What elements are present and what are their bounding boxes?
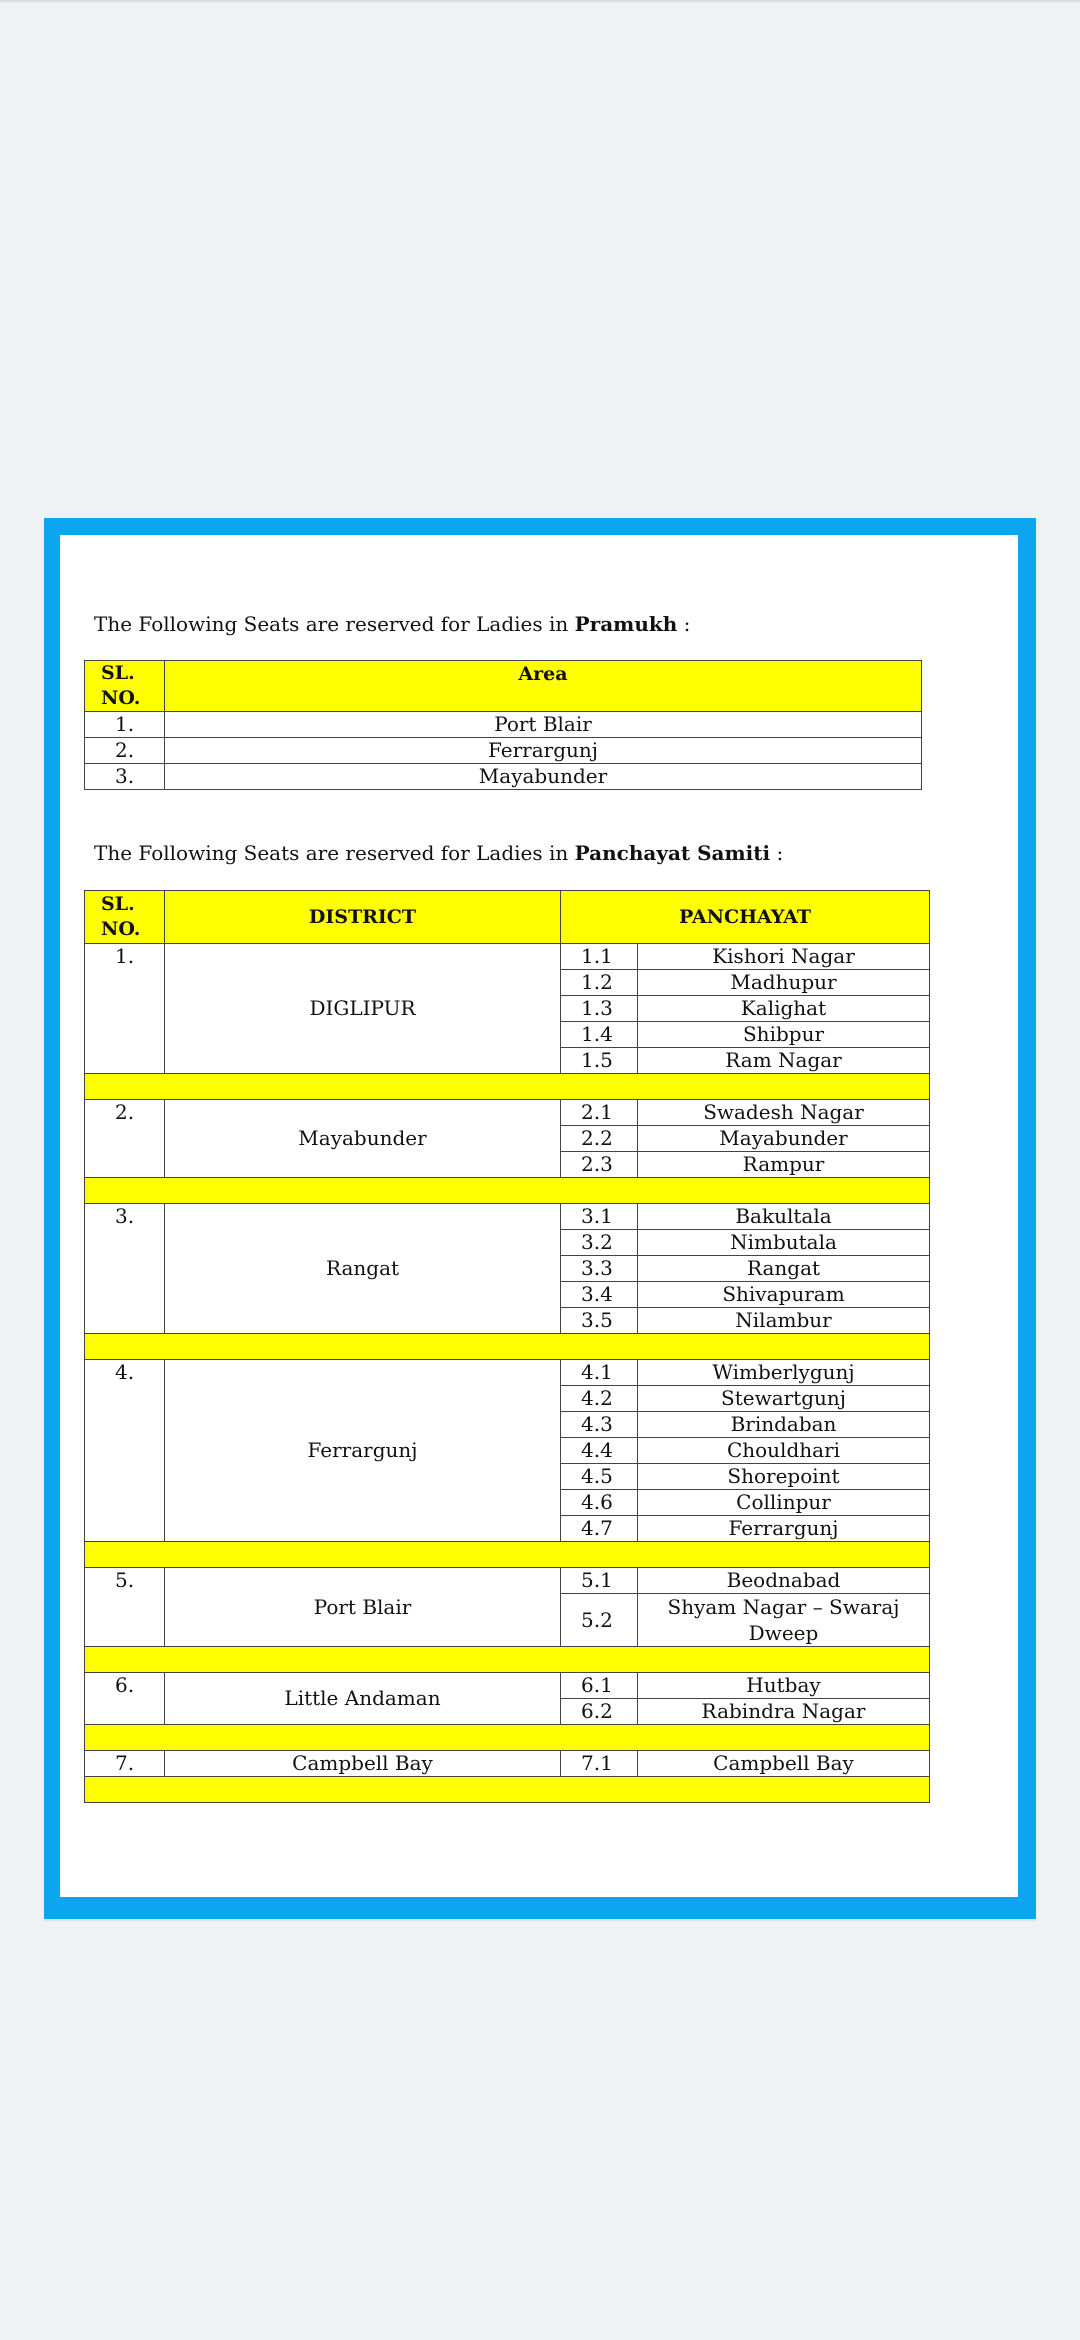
samiti-sl-cell: 2. (85, 1100, 165, 1178)
samiti-code-cell: 3.5 (561, 1308, 638, 1334)
samiti-panchayat-cell: Nimbutala (638, 1230, 930, 1256)
samiti-panchayat-cell: Ferrargunj (638, 1516, 930, 1542)
sl-header-line2: NO. (101, 687, 141, 709)
samiti-header-row (85, 891, 930, 944)
samiti-heading-bold: Panchayat Samiti (574, 841, 771, 865)
samiti-panchayat-cell: Rampur (638, 1152, 930, 1178)
samiti-district-cell: Port Blair (165, 1568, 561, 1647)
samiti-sl-cell: 3. (85, 1204, 165, 1334)
samiti-code-cell: 6.2 (561, 1699, 638, 1725)
samiti-code-cell: 7.1 (561, 1751, 638, 1777)
samiti-panchayat-cell: Beodnabad (638, 1568, 930, 1594)
pramukh-row (85, 738, 922, 764)
samiti-sl-cell: 4. (85, 1360, 165, 1542)
samiti-district-cell: DIGLIPUR (165, 944, 561, 1074)
samiti-separator-row (85, 1178, 930, 1204)
samiti-code-cell: 4.6 (561, 1490, 638, 1516)
samiti-panchayat-cell: Shivapuram (638, 1282, 930, 1308)
samiti-sl-cell: 5. (85, 1568, 165, 1647)
samiti-district-cell: Campbell Bay (165, 1751, 561, 1777)
samiti-panchayat-cell: Hutbay (638, 1673, 930, 1699)
pramukh-heading-suffix: : (677, 612, 691, 636)
samiti-panchayat-cell: Stewartgunj (638, 1386, 930, 1412)
samiti-district-cell: Little Andaman (165, 1673, 561, 1725)
samiti-panchayat-cell: Shibpur (638, 1022, 930, 1048)
samiti-code-cell: 3.1 (561, 1204, 638, 1230)
sl-header-line1: SL. (101, 662, 135, 684)
pramukh-sl-cell: 3. (85, 764, 165, 790)
samiti-separator-cell (85, 1178, 930, 1204)
samiti-table (84, 890, 930, 1803)
document-page (60, 535, 1018, 1897)
frame-shadow (44, 1919, 1036, 1921)
samiti-separator-cell (85, 1542, 930, 1568)
samiti-separator-cell (85, 1647, 930, 1673)
samiti-code-cell: 4.7 (561, 1516, 638, 1542)
pramukh-row (85, 712, 922, 738)
samiti-code-cell: 2.2 (561, 1126, 638, 1152)
samiti-row (85, 1100, 930, 1126)
samiti-row (85, 1568, 930, 1594)
samiti-sl-cell: 6. (85, 1673, 165, 1725)
samiti-separator-row (85, 1777, 930, 1803)
samiti-heading (94, 840, 783, 866)
samiti-sl-header (85, 891, 165, 944)
samiti-sl-cell: 1. (85, 944, 165, 1074)
samiti-code-cell: 2.1 (561, 1100, 638, 1126)
samiti-code-cell: 6.1 (561, 1673, 638, 1699)
samiti-code-cell: 1.2 (561, 970, 638, 996)
samiti-separator-cell (85, 1074, 930, 1100)
samiti-row (85, 1204, 930, 1230)
pramukh-header-row (85, 661, 922, 712)
samiti-panchayat-cell: Bakultala (638, 1204, 930, 1230)
samiti-code-cell: 5.1 (561, 1568, 638, 1594)
samiti-row (85, 1360, 930, 1386)
samiti-code-cell: 3.4 (561, 1282, 638, 1308)
samiti-panchayat-cell: Swadesh Nagar (638, 1100, 930, 1126)
samiti-separator-cell (85, 1334, 930, 1360)
sl-header-line2: NO. (101, 918, 141, 940)
samiti-panchayat-cell: Brindaban (638, 1412, 930, 1438)
samiti-district-cell: Ferrargunj (165, 1360, 561, 1542)
pramukh-heading-bold: Pramukh (574, 612, 678, 636)
samiti-code-cell: 4.1 (561, 1360, 638, 1386)
samiti-row (85, 1673, 930, 1699)
samiti-panchayat-cell: Nilambur (638, 1308, 930, 1334)
samiti-panchayat-header: PANCHAYAT (561, 891, 930, 944)
samiti-panchayat-cell: Rangat (638, 1256, 930, 1282)
samiti-code-cell: 4.5 (561, 1464, 638, 1490)
samiti-district-cell: Mayabunder (165, 1100, 561, 1178)
samiti-code-cell: 1.3 (561, 996, 638, 1022)
samiti-code-cell: 1.1 (561, 944, 638, 970)
samiti-panchayat-cell: Ram Nagar (638, 1048, 930, 1074)
pramukh-area-cell: Ferrargunj (165, 738, 922, 764)
samiti-separator-row (85, 1725, 930, 1751)
samiti-row (85, 1751, 930, 1777)
samiti-separator-row (85, 1334, 930, 1360)
samiti-panchayat-cell: Madhupur (638, 970, 930, 996)
samiti-code-cell: 1.4 (561, 1022, 638, 1048)
samiti-code-cell: 4.4 (561, 1438, 638, 1464)
samiti-code-cell: 4.2 (561, 1386, 638, 1412)
samiti-row (85, 944, 930, 970)
samiti-separator-cell (85, 1725, 930, 1751)
samiti-code-cell: 4.3 (561, 1412, 638, 1438)
samiti-panchayat-cell: Shyam Nagar – Swaraj Dweep (638, 1594, 930, 1647)
pramukh-area-cell: Mayabunder (165, 764, 922, 790)
pramukh-sl-cell: 2. (85, 738, 165, 764)
pramukh-area-header: Area (165, 661, 922, 712)
samiti-panchayat-cell: Kalighat (638, 996, 930, 1022)
samiti-code-cell: 5.2 (561, 1594, 638, 1647)
samiti-heading-text: The Following Seats are reserved for Ladies in (94, 841, 575, 865)
samiti-separator-cell (85, 1777, 930, 1803)
samiti-panchayat-cell: Kishori Nagar (638, 944, 930, 970)
samiti-panchayat-cell: Chouldhari (638, 1438, 930, 1464)
samiti-panchayat-cell: Collinpur (638, 1490, 930, 1516)
sl-header-line1: SL. (101, 893, 135, 915)
samiti-panchayat-cell: Wimberlygunj (638, 1360, 930, 1386)
samiti-code-cell: 1.5 (561, 1048, 638, 1074)
pramukh-heading-text: The Following Seats are reserved for Ladies in (94, 612, 575, 636)
pramukh-area-cell: Port Blair (165, 712, 922, 738)
pramukh-sl-cell: 1. (85, 712, 165, 738)
samiti-code-cell: 3.2 (561, 1230, 638, 1256)
samiti-panchayat-cell: Shorepoint (638, 1464, 930, 1490)
samiti-separator-row (85, 1647, 930, 1673)
pramukh-row (85, 764, 922, 790)
pramukh-sl-header (85, 661, 165, 712)
samiti-panchayat-cell: Campbell Bay (638, 1751, 930, 1777)
status-bar-edge (0, 0, 1080, 2)
samiti-panchayat-cell: Rabindra Nagar (638, 1699, 930, 1725)
samiti-panchayat-cell: Mayabunder (638, 1126, 930, 1152)
pramukh-table (84, 660, 922, 790)
samiti-heading-suffix: : (770, 841, 784, 865)
samiti-district-header: DISTRICT (165, 891, 561, 944)
samiti-sl-cell: 7. (85, 1751, 165, 1777)
samiti-code-cell: 3.3 (561, 1256, 638, 1282)
pramukh-heading (94, 611, 690, 637)
samiti-code-cell: 2.3 (561, 1152, 638, 1178)
samiti-district-cell: Rangat (165, 1204, 561, 1334)
samiti-separator-row (85, 1074, 930, 1100)
samiti-separator-row (85, 1542, 930, 1568)
document-image-frame (44, 518, 1036, 1919)
